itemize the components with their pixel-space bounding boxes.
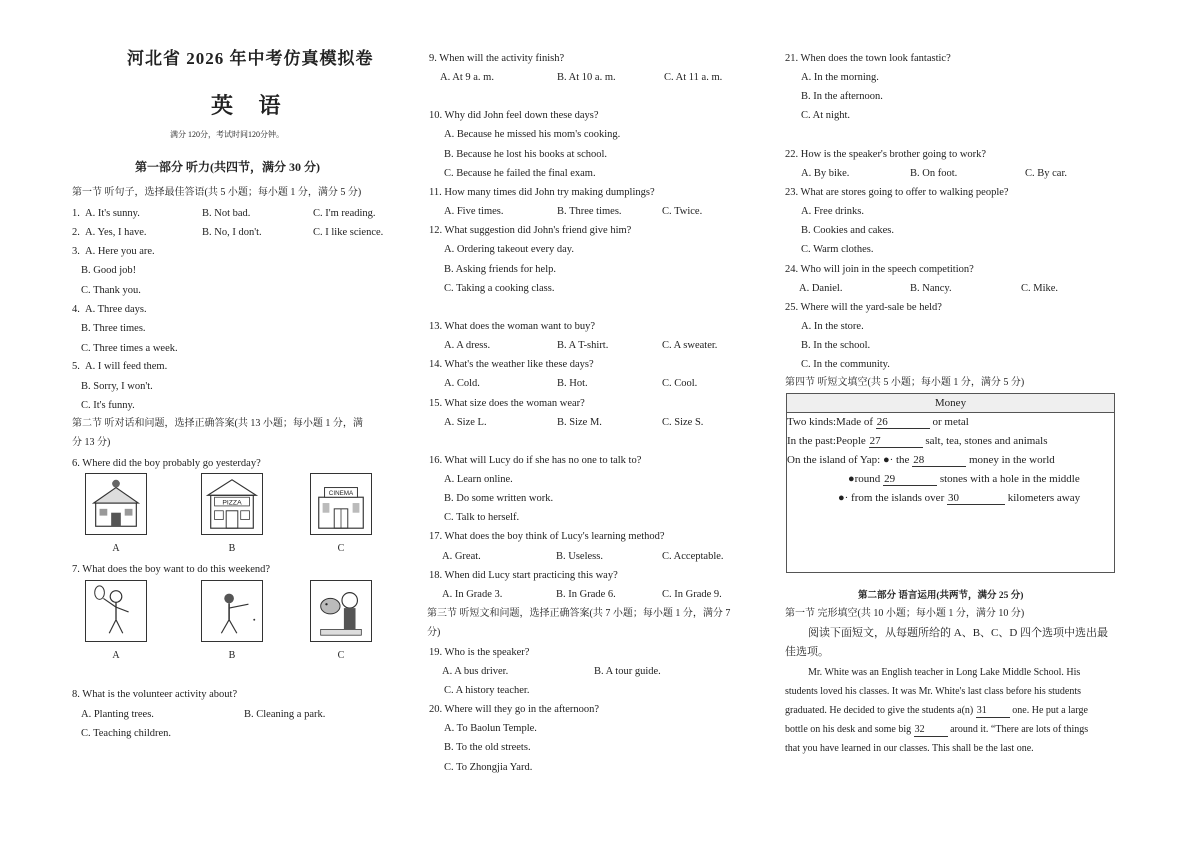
section3-heading-line2: 分) — [427, 627, 441, 638]
cloze-instruction-line2: 佳选项。 — [785, 646, 829, 658]
q15-option-a: A. Size L. — [444, 417, 487, 428]
q14-option-b: B. Hot. — [557, 378, 588, 389]
q19-option-b: B. A tour guide. — [594, 666, 661, 677]
q23-question: 23. What are stores going to offer to walking people? — [785, 187, 1009, 198]
subject-title: 英 语 — [211, 93, 291, 118]
q18-option-a: A. In Grade 3. — [442, 589, 503, 600]
q5-option-b: B. Sorry, I won't. — [81, 381, 153, 392]
q22-question: 22. How is the speaker's brother going to work? — [785, 149, 987, 160]
q22-option-a: A. By bike. — [801, 168, 850, 179]
q24-option-c: C. Mike. — [1021, 283, 1059, 294]
q12-option-a: A. Ordering takeout every day. — [444, 244, 574, 255]
q21-question: 21. When does the town look fantastic? — [785, 53, 951, 64]
q8-option-b: B. Cleaning a park. — [244, 709, 326, 720]
blank-27[interactable]: 27 — [869, 435, 923, 448]
q10-option-b: B. Because he lost his books at school. — [444, 149, 608, 160]
q7-label-c: C — [337, 650, 345, 661]
row3-text-pre: On the island of Yap: ●· the — [787, 454, 913, 466]
q6-picture-a — [85, 473, 147, 535]
q21-option-c: C. At night. — [801, 110, 851, 121]
q4-option-c: C. Three times a week. — [81, 343, 178, 354]
row2-text-pre: In the past:People — [787, 435, 869, 447]
q3-option-b: B. Good job! — [81, 265, 137, 276]
q23-option-b: B. Cookies and cakes. — [801, 225, 895, 236]
q20-option-a: A. To Baolun Temple. — [444, 723, 537, 734]
q24-option-a: A. Daniel. — [799, 283, 843, 294]
exam-note: 满分 120分，考试时间120分钟。 — [170, 130, 284, 139]
q2-option-c: C. I like science. — [313, 227, 384, 238]
q15-option-b: B. Size M. — [557, 417, 602, 428]
q20-question: 20. Where will they go in the afternoon? — [429, 704, 600, 715]
passage-line-3-pre: graduated. He decided to give the students a(n) — [785, 705, 976, 716]
q19-option-a: A. A bus driver. — [442, 666, 509, 677]
q1-option-b: B. Not bad. — [202, 208, 251, 219]
q22-option-b: B. On foot. — [910, 168, 958, 179]
q7-picture-c — [310, 580, 372, 642]
q8-option-a: A. Planting trees. — [81, 709, 154, 720]
q16-option-c: C. Talk to herself. — [444, 512, 520, 523]
q5-option-a: A. I will feed them. — [85, 361, 168, 372]
blank-28[interactable]: 28 — [912, 454, 966, 467]
passage-line-3-post: one. He put a large — [1009, 705, 1088, 716]
q7-label-a: A — [112, 650, 120, 661]
q2-option-b: B. No, I don't. — [202, 227, 262, 238]
q23-option-c: C. Warm clothes. — [801, 244, 874, 255]
row3-text-post: money in the world — [966, 454, 1055, 466]
cloze-section-heading: 第一节 完形填空(共 10 小题；每小题 1 分，满分 10 分) — [785, 608, 1025, 619]
q9-question: 9. When will the activity finish? — [429, 53, 565, 64]
boy-with-dog-icon — [311, 581, 371, 641]
q18-question: 18. When did Lucy start practicing this way? — [429, 570, 618, 581]
restaurant-icon — [86, 474, 146, 534]
q17-option-b: B. Useless. — [556, 551, 603, 562]
q6-label-b: B — [228, 543, 236, 554]
q13-option-b: B. A T-shirt. — [557, 340, 609, 351]
q11-question: 11. How many times did John try making dumplings? — [429, 187, 655, 198]
q7-label-b: B — [228, 650, 236, 661]
row1-text-post: or metal — [929, 416, 969, 428]
q1-option-a: A. It's sunny. — [85, 208, 140, 219]
q1-number: 1. — [72, 208, 80, 219]
q23-option-a: A. Free drinks. — [801, 206, 864, 217]
q24-option-b: B. Nancy. — [910, 283, 952, 294]
passage-line-5: that you have learned in our classes. This shall be the last one. — [785, 743, 1034, 754]
q6-picture-c — [310, 473, 372, 535]
money-table-title: Money — [787, 394, 1114, 413]
q19-option-c: C. A history teacher. — [444, 685, 530, 696]
table-row-1 — [787, 415, 969, 430]
q13-option-a: A. A dress. — [444, 340, 491, 351]
q17-option-c: C. Acceptable. — [662, 551, 724, 562]
q24-question: 24. Who will join in the speech competition? — [785, 264, 974, 275]
q18-option-b: B. In Grade 6. — [556, 589, 616, 600]
pizza-sign: PIZZA — [222, 499, 242, 507]
q2-number: 2. — [72, 227, 80, 238]
section2-heading-line2: 分 13 分) — [72, 437, 111, 448]
q10-question: 10. Why did John feel down these days? — [429, 110, 599, 121]
q7-picture-a — [85, 580, 147, 642]
row4-text-pre: ●round — [848, 473, 884, 485]
q4-number: 4. — [72, 304, 80, 315]
q15-option-c: C. Size S. — [662, 417, 704, 428]
part2-heading: 第二部分 语言运用(共两节，满分 25 分) — [858, 591, 1024, 601]
q9-option-c: C. At 11 a. m. — [664, 72, 723, 83]
pizza-shop-icon — [202, 474, 262, 534]
q20-option-c: C. To Zhongjia Yard. — [444, 762, 533, 773]
blank-29[interactable]: 29 — [883, 473, 937, 486]
cloze-instruction-line1: 阅读下面短文，从每题所给的 A、B、C、D 四个选项中选出最 — [808, 627, 1109, 639]
q15-question: 15. What size does the woman wear? — [429, 398, 585, 409]
q1-option-c: C. I'm reading. — [313, 208, 376, 219]
q20-option-b: B. To the old streets. — [444, 742, 531, 753]
row4-text-post: stones with a hole in the middle — [937, 473, 1080, 485]
q12-question: 12. What suggestion did John's friend give him? — [429, 225, 632, 236]
q11-option-b: B. Three times. — [557, 206, 622, 217]
blank-30[interactable]: 30 — [947, 492, 1005, 505]
q9-option-b: B. At 10 a. m. — [557, 72, 616, 83]
section2-heading-line1: 第二节 听对话和问题，选择正确答案(共 13 小题；每小题 1 分，满 — [72, 418, 363, 429]
row5-text-post: kilometers away — [1004, 492, 1081, 504]
q17-option-a: A. Great. — [442, 551, 481, 562]
passage-line-3 — [785, 704, 1088, 718]
table-row-2 — [787, 434, 1048, 449]
blank-26[interactable]: 26 — [876, 416, 930, 429]
q6-label-a: A — [112, 543, 120, 554]
q6-label-c: C — [337, 543, 345, 554]
q16-question: 16. What will Lucy do if she has no one to talk to? — [429, 455, 642, 466]
q11-option-c: C. Twice. — [662, 206, 703, 217]
q3-option-a: A. Here you are. — [85, 246, 155, 257]
q6-picture-b — [201, 473, 263, 535]
section1-heading: 第一节 听句子，选择最佳答语(共 5 小题；每小题 1 分，满分 5 分) — [72, 187, 362, 198]
passage-line-1: Mr. White was an English teacher in Long Lake Middle School. His — [808, 667, 1081, 678]
q17-question: 17. What does the boy think of Lucy's learning method? — [429, 531, 665, 542]
page-title: 河北省 2026 年中考仿真模拟卷 — [127, 49, 374, 68]
blank-31[interactable]: 31 — [976, 705, 1010, 718]
q5-number: 5. — [72, 361, 80, 372]
q4-option-b: B. Three times. — [81, 323, 146, 334]
passage-line-4-pre: bottle on his desk and some big — [785, 724, 914, 735]
q4-option-a: A. Three days. — [85, 304, 147, 315]
q22-option-c: C. By car. — [1025, 168, 1067, 179]
row2-text-post: salt, tea, stones and animals — [922, 435, 1048, 447]
q21-option-a: A. In the morning. — [801, 72, 879, 83]
q21-option-b: B. In the afternoon. — [801, 91, 883, 102]
q9-option-a: A. At 9 a. m. — [440, 72, 494, 83]
passage-line-2: students loved his classes. It was Mr. White's last class before his students — [785, 686, 1082, 697]
q7-question: 7. What does the boy want to do this weekend? — [72, 564, 271, 575]
q14-question: 14. What's the weather like these days? — [429, 359, 594, 370]
q25-option-c: C. In the community. — [801, 359, 890, 370]
q8-question: 8. What is the volunteer activity about? — [72, 689, 238, 700]
q13-question: 13. What does the woman want to buy? — [429, 321, 596, 332]
row1-text-pre: Two kinds:Made of — [787, 416, 876, 428]
blank-32[interactable]: 32 — [914, 724, 948, 737]
q3-number: 3. — [72, 246, 80, 257]
q8-option-c: C. Teaching children. — [81, 728, 172, 739]
q12-option-c: C. Taking a cooking class. — [444, 283, 555, 294]
table-row-5 — [838, 491, 1080, 506]
q13-option-c: C. A sweater. — [662, 340, 718, 351]
q14-option-a: A. Cold. — [444, 378, 480, 389]
q14-option-c: C. Cool. — [662, 378, 698, 389]
cinema-icon — [311, 474, 371, 534]
part1-heading: 第一部分 听力(共四节，满分 30 分) — [135, 160, 320, 174]
q25-option-b: B. In the school. — [801, 340, 871, 351]
q3-option-c: C. Thank you. — [81, 285, 141, 296]
section3-heading-line1: 第三节 听短文和问题，选择正确答案(共 7 小题；每小题 1 分，满分 7 — [427, 608, 731, 619]
q25-question: 25. Where will the yard-sale be held? — [785, 302, 942, 313]
section4-heading: 第四节 听短文填空(共 5 小题；每小题 1 分，满分 5 分) — [785, 377, 1025, 388]
q25-option-a: A. In the store. — [801, 321, 864, 332]
passage-line-4 — [785, 723, 1088, 737]
q16-option-b: B. Do some written work. — [444, 493, 554, 504]
q12-option-b: B. Asking friends for help. — [444, 264, 556, 275]
q16-option-a: A. Learn online. — [444, 474, 513, 485]
q11-option-a: A. Five times. — [444, 206, 504, 217]
table-row-3 — [787, 453, 1055, 468]
badminton-player-icon — [86, 581, 146, 641]
q6-question: 6. Where did the boy probably go yesterday? — [72, 458, 261, 469]
fencing-person-icon — [202, 581, 262, 641]
table-row-4 — [848, 472, 1080, 487]
q19-question: 19. Who is the speaker? — [429, 647, 530, 658]
q7-picture-b — [201, 580, 263, 642]
row5-text-pre: ●· from the islands over — [838, 492, 947, 504]
q2-option-a: A. Yes, I have. — [85, 227, 147, 238]
cinema-sign: CINEMA — [328, 489, 354, 497]
passage-line-4-post: around it. “There are lots of things — [947, 724, 1089, 735]
q10-option-a: A. Because he missed his mom's cooking. — [444, 129, 621, 140]
q10-option-c: C. Because he failed the final exam. — [444, 168, 596, 179]
q18-option-c: C. In Grade 9. — [662, 589, 722, 600]
q5-option-c: C. It's funny. — [81, 400, 135, 411]
